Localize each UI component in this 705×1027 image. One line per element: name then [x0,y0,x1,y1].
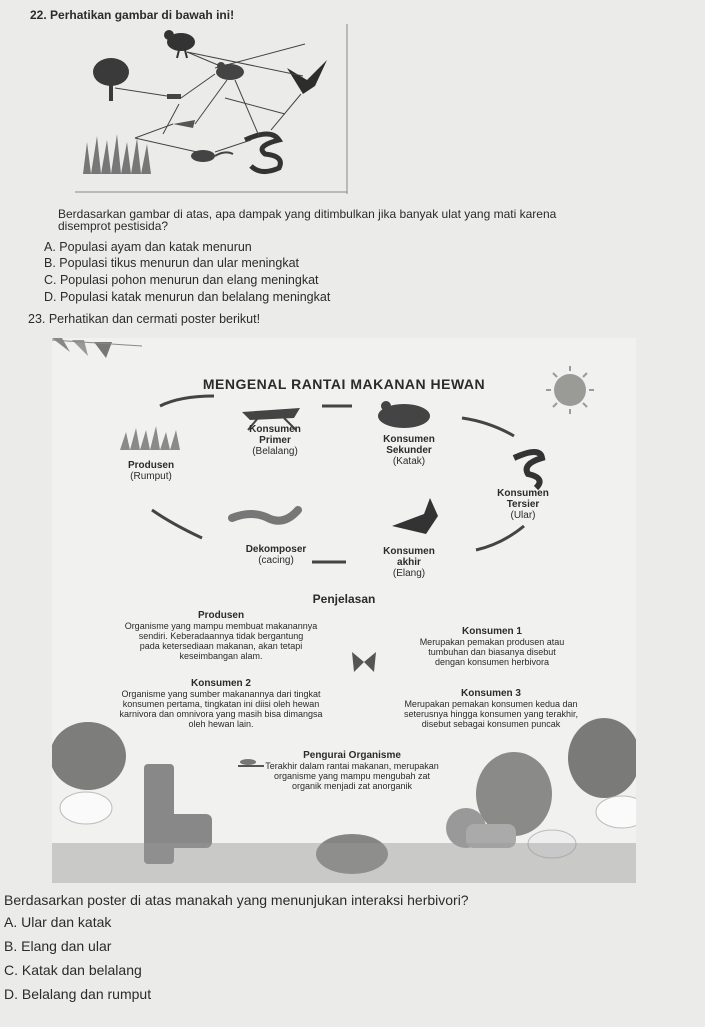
explanation-konsumen1-line: tumbuhan dan biasanya disebut [428,647,556,657]
node-akhir-sub: (Elang) [392,568,426,579]
grass-icon [120,426,180,450]
frog-icon [216,62,244,80]
explanation-produsen-line: Organisme yang mampu membuat makanannya [124,621,318,631]
node-primer-sub: (Belalang) [252,446,298,457]
explanation-pengurai-head: Pengurai Organisme [303,750,401,761]
q22-header [30,8,234,22]
explanation-konsumen3-head: Konsumen 3 [460,688,521,699]
explanation-konsumen2-line: oleh hewan lain. [188,719,254,729]
node-sekunder-sub: (Katak) [392,456,426,467]
poster-title: MENGENAL RANTAI MAKANAN HEWAN [202,376,486,392]
explanation-produsen-head: Produsen [197,610,245,621]
node-tersier-name1: Konsumen [497,488,549,499]
q23-option-d[interactable]: D. Belalang dan rumput [4,986,152,1002]
node-sekunder-name2: Sekunder [386,445,432,456]
explanation-produsen-line: sendiri. Keberadaannya tidak bergantung [138,631,304,641]
explanation-title: Penjelasan [312,592,376,606]
eagle-icon [392,498,438,534]
mouse-icon [191,150,233,162]
q23-option-a[interactable]: A. Ular dan katak [4,914,112,930]
explanation-konsumen2-line: konsumen pertama, tingkatan ini diisi oleh hewan [122,699,320,709]
node-produsen-name: Produsen [127,460,175,471]
q23-option-b[interactable]: B. Elang dan ular [4,938,112,954]
tree-icon [93,58,129,101]
node-primer [230,424,320,457]
q22-number: 22. [30,8,47,22]
node-dekomposer [226,544,326,566]
q22-question-line2: disemprot pestisida? [58,219,169,233]
node-primer-name1: Konsumen [249,424,301,435]
eagle-icon [287,60,327,94]
ground-strip [52,843,636,883]
explanation-konsumen1-head: Konsumen 1 [461,626,522,637]
node-akhir [364,546,454,579]
node-produsen [106,460,196,482]
node-produsen-sub: (Rumput) [130,471,172,482]
worm-icon [232,510,298,521]
node-akhir-name2: akhir [397,557,421,568]
cycle-arrows [152,396,524,562]
explanation-konsumen3-line: Merupakan pemakan konsumen kedua dan [404,699,578,709]
explanation-konsumen1 [372,626,612,667]
snake-icon [245,134,280,172]
explanation-konsumen1-line: Merupakan pemakan produsen atau [419,637,565,647]
q23-option-c[interactable]: C. Katak dan belalang [4,962,142,978]
q22-question [58,208,698,232]
q22-question-line1: Berdasarkan gambar di atas, apa dampak yang ditimbulkan jika banyak ulat yang mati karena [58,207,557,221]
node-primer-name2: Primer [259,435,291,446]
food-web-image [75,24,355,194]
q23-question: Berdasarkan poster di atas manakah yang menunjukan interaksi herbivori? [4,892,469,908]
explanation-konsumen3-line: disebut sebagai konsumen puncak [421,719,561,729]
explanation-produsen-line: keseimbangan alam. [179,651,263,661]
tree-far-right-icon [568,718,636,798]
explanation-produsen-line: pada ketersediaan makanan, akan tetapi [139,641,303,651]
explanation-konsumen2 [96,678,346,729]
explanation-pengurai-line: Terakhir dalam rantai makanan, merupakan [265,761,439,771]
explanation-pengurai [232,750,472,791]
q22-option-b[interactable]: B. Populasi tikus menurun dan ular meningkat [44,256,300,270]
node-dekomposer-sub: (cacing) [258,555,294,566]
explanation-konsumen2-head: Konsumen 2 [190,678,251,689]
snake-icon [514,452,542,488]
grasshopper-icon [173,120,195,128]
q22-title: Perhatikan gambar di bawah ini! [50,8,235,22]
node-akhir-name1: Konsumen [383,546,435,557]
explanation-konsumen1-line: dengan konsumen herbivora [434,657,550,667]
tree-right-icon [476,752,552,836]
node-sekunder-name1: Konsumen [383,434,435,445]
explanation-pengurai-line: organik menjadi zat anorganik [291,781,413,791]
caterpillar-icon [167,94,181,99]
node-tersier-name2: Tersier [506,499,540,510]
node-sekunder [364,434,454,467]
explanation-konsumen2-line: karnivora dan omnivora yang masih bisa dimangsa [119,709,323,719]
q22-option-a[interactable]: A. Populasi ayam dan katak menurun [44,240,252,254]
tree-left-icon [52,722,126,790]
food-chain-poster [52,338,636,883]
node-tersier [478,488,568,521]
explanation-konsumen3-line: seterusnya hingga konsumen yang terakhir, [403,709,579,719]
q22-option-d[interactable]: D. Populasi katak menurun dan belalang meningkat [44,290,331,304]
explanation-konsumen2-line: Organisme yang sumber makanannya dari tingkat [121,689,321,699]
frog-icon [378,401,430,428]
q23-intro: 23. Perhatikan dan cermati poster berikut! [28,312,261,326]
q22-option-c[interactable]: C. Populasi pohon menurun dan elang meningkat [44,273,319,287]
explanation-produsen [96,610,346,661]
grass-icon [83,134,151,174]
explanation-konsumen3 [366,688,616,729]
explanation-pengurai-line: organisme yang mampu mengubah zat [273,771,431,781]
node-dekomposer-name: Dekomposer [245,544,307,555]
node-tersier-sub: (Ular) [510,510,536,521]
